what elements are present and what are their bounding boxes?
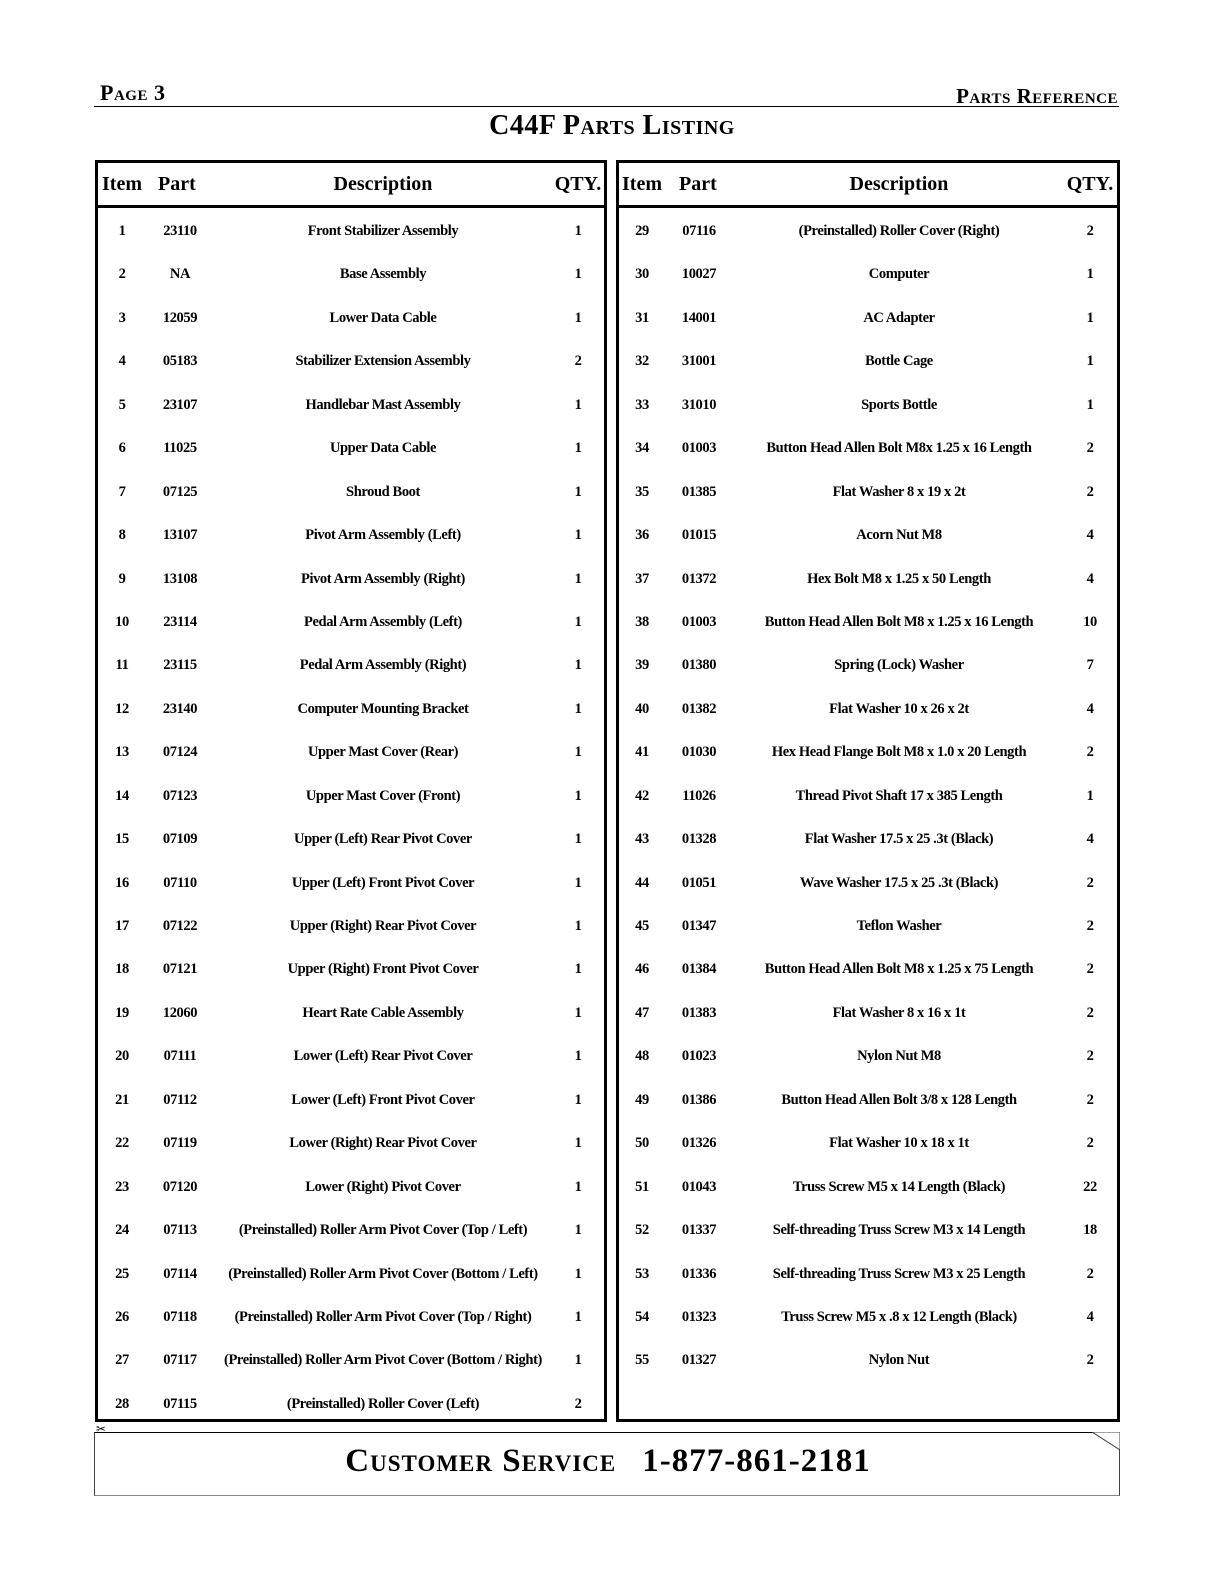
cell-item: 32 <box>635 353 649 370</box>
table-row <box>619 1208 1117 1251</box>
table-body <box>98 208 604 1425</box>
cell-description: Pivot Arm Assembly (Left) <box>305 527 461 544</box>
cell-qty: 1 <box>574 1091 582 1108</box>
cell-part: 07110 <box>163 874 197 891</box>
cell-part: 07116 <box>682 223 716 239</box>
cell-part: 23110 <box>163 223 197 239</box>
cell-description: Lower (Left) Front Pivot Cover <box>291 1091 475 1108</box>
cell-qty: 1 <box>574 700 582 717</box>
cell-description: Upper Mast Cover (Rear) <box>307 744 459 761</box>
cell-qty: 1 <box>574 613 582 630</box>
cell-part: 31001 <box>681 353 717 370</box>
table-row <box>98 1121 604 1164</box>
cell-qty: 1 <box>574 570 582 587</box>
table-row <box>619 904 1117 947</box>
cell-qty: 2 <box>1086 744 1094 761</box>
cell-qty: 1 <box>574 874 582 891</box>
cell-item: 1 <box>118 223 126 239</box>
cell-qty: 1 <box>574 483 582 500</box>
cell-qty: 1 <box>574 440 582 457</box>
table-row <box>619 643 1117 686</box>
cell-item: 46 <box>635 961 649 978</box>
cell-part: 23114 <box>163 613 197 630</box>
cell-part: 01003 <box>681 440 717 457</box>
cell-qty: 1 <box>574 1135 582 1152</box>
cell-description: (Preinstalled) Roller Cover (Left) <box>286 1395 480 1412</box>
cell-qty: 2 <box>1086 1091 1094 1108</box>
table-row <box>98 861 604 904</box>
cell-description: Pivot Arm Assembly (Right) <box>301 570 465 587</box>
cell-item: 55 <box>635 1352 649 1369</box>
cell-qty: 1 <box>1086 353 1094 370</box>
page-title: C44F Parts Listing <box>489 110 735 141</box>
cell-description: Button Head Allen Bolt 3/8 x 128 Length <box>781 1091 1017 1108</box>
table-row <box>619 947 1117 990</box>
cell-qty: 1 <box>1086 396 1094 413</box>
table-row <box>619 296 1117 339</box>
cell-item: 40 <box>635 700 649 717</box>
cell-item: 4 <box>118 353 126 370</box>
cell-qty: 1 <box>574 527 582 544</box>
cell-description: (Preinstalled) Roller Arm Pivot Cover (Bottom / Right) <box>224 1352 542 1369</box>
table-row <box>619 1034 1117 1077</box>
cell-part: 01003 <box>681 613 717 630</box>
cell-qty: 1 <box>574 657 582 674</box>
cell-item: 33 <box>635 396 649 413</box>
cell-part: 01326 <box>681 1135 717 1152</box>
cell-item: 6 <box>118 440 126 457</box>
table-row <box>98 252 604 295</box>
cell-item: 43 <box>635 831 649 848</box>
cell-item: 13 <box>115 744 129 761</box>
table-row <box>98 1295 604 1338</box>
table-row <box>98 904 604 947</box>
column-header-part: Part <box>679 173 717 195</box>
cell-description: Lower Data Cable <box>329 309 437 326</box>
table-row <box>98 1382 604 1425</box>
table-header <box>619 163 1117 208</box>
table-row <box>98 513 604 556</box>
table-row <box>619 1121 1117 1164</box>
cell-part: 01372 <box>681 570 717 587</box>
table-row <box>619 687 1117 730</box>
cell-part: 01323 <box>681 1308 717 1325</box>
cell-item: 53 <box>635 1265 649 1282</box>
cell-item: 42 <box>635 787 649 804</box>
cell-description: Flat Washer 8 x 16 x 1t <box>832 1004 966 1021</box>
cell-part: 12059 <box>162 309 198 326</box>
table-row <box>98 1252 604 1295</box>
cell-description: Upper Mast Cover (Front) <box>305 787 461 804</box>
cell-qty: 2 <box>1086 223 1094 239</box>
customer-service-label: Customer Service <box>345 1443 617 1479</box>
cell-description: Self-threading Truss Screw M3 x 14 Length <box>772 1222 1026 1239</box>
cell-item: 48 <box>635 1048 649 1065</box>
cell-part: 01043 <box>681 1178 717 1195</box>
cell-part: 05183 <box>162 353 198 370</box>
cell-qty: 1 <box>574 918 582 934</box>
cell-qty: 2 <box>574 353 582 370</box>
cell-item: 52 <box>635 1222 649 1239</box>
cell-qty: 1 <box>574 1178 582 1195</box>
cell-description: Button Head Allen Bolt M8 x 1.25 x 16 Length <box>764 613 1034 630</box>
column-header-qty: QTY. <box>1066 173 1114 195</box>
parts-table-right <box>616 160 1120 1422</box>
cell-part: 11026 <box>682 787 716 804</box>
cell-item: 9 <box>118 570 126 587</box>
column-header-description: Description <box>333 173 433 195</box>
cell-part: 07125 <box>162 483 198 500</box>
cell-part: 07114 <box>163 1265 197 1282</box>
cell-qty: 10 <box>1083 613 1097 630</box>
table-row <box>619 1165 1117 1208</box>
cell-item: 37 <box>635 570 649 587</box>
cell-part: NA <box>169 266 191 283</box>
table-row <box>619 1295 1117 1338</box>
table-row <box>98 1165 604 1208</box>
cell-item: 38 <box>635 613 649 630</box>
cell-qty: 1 <box>574 961 582 978</box>
cell-qty: 1 <box>574 1222 582 1239</box>
table-row <box>619 252 1117 295</box>
cell-description: Shroud Boot <box>346 483 420 500</box>
cell-qty: 4 <box>1086 527 1094 544</box>
table-row <box>98 947 604 990</box>
cell-item: 12 <box>115 700 129 717</box>
table-row <box>619 513 1117 556</box>
cell-item: 54 <box>635 1308 649 1325</box>
table-row <box>619 774 1117 817</box>
cell-qty: 1 <box>574 787 582 804</box>
cell-description: Truss Screw M5 x 14 Length (Black) <box>792 1178 1006 1195</box>
cell-part: 07113 <box>163 1222 197 1239</box>
cell-description: Hex Head Flange Bolt M8 x 1.0 x 20 Length <box>771 744 1027 761</box>
header-rule <box>94 106 1119 107</box>
cell-item: 10 <box>115 613 129 630</box>
cell-qty: 1 <box>574 309 582 326</box>
cell-item: 47 <box>635 1004 649 1021</box>
cell-part: 01327 <box>681 1352 717 1369</box>
cell-item: 22 <box>115 1135 129 1152</box>
table-row <box>98 643 604 686</box>
cell-part: 13108 <box>162 570 198 587</box>
cell-description: Lower (Right) Pivot Cover <box>305 1178 461 1195</box>
table-row <box>98 1034 604 1077</box>
column-header-description: Description <box>849 173 949 195</box>
cell-part: 14001 <box>681 309 717 326</box>
cell-description: Upper Data Cable <box>329 440 437 457</box>
cell-item: 11 <box>115 657 129 674</box>
cell-item: 17 <box>115 918 129 934</box>
cell-item: 16 <box>115 874 129 891</box>
cell-qty: 1 <box>1086 266 1094 283</box>
cell-part: 07122 <box>162 918 198 934</box>
cell-description: Base Assembly <box>339 266 427 283</box>
table-row <box>98 817 604 860</box>
cell-qty: 4 <box>1086 831 1094 848</box>
cell-description: (Preinstalled) Roller Cover (Right) <box>798 223 1000 239</box>
cell-item: 44 <box>635 874 649 891</box>
cell-description: Sports Bottle <box>861 396 937 413</box>
cell-qty: 2 <box>1086 483 1094 500</box>
cell-item: 50 <box>635 1135 649 1152</box>
cell-qty: 18 <box>1083 1222 1097 1239</box>
cell-description: Heart Rate Cable Assembly <box>302 1004 464 1021</box>
cell-description: Teflon Washer <box>856 918 942 934</box>
cell-item: 29 <box>635 223 649 239</box>
cell-part: 23140 <box>162 700 198 717</box>
table-row <box>98 774 604 817</box>
table-row <box>98 687 604 730</box>
cell-qty: 1 <box>574 831 582 848</box>
cell-part: 23115 <box>163 657 197 674</box>
cell-description: Stabilizer Extension Assembly <box>295 353 471 370</box>
cell-item: 30 <box>635 266 649 283</box>
cell-qty: 4 <box>1086 700 1094 717</box>
cell-description: Self-threading Truss Screw M3 x 25 Length <box>772 1265 1026 1282</box>
cell-qty: 2 <box>574 1395 582 1412</box>
cell-part: 23107 <box>162 396 198 413</box>
cell-part: 07124 <box>162 744 198 761</box>
parts-table-left <box>95 160 607 1422</box>
table-row <box>619 730 1117 773</box>
cell-item: 35 <box>635 483 649 500</box>
cell-description: Nylon Nut <box>868 1352 930 1369</box>
cell-part: 01328 <box>681 831 717 848</box>
cell-qty: 1 <box>574 1004 582 1021</box>
cell-description: Button Head Allen Bolt M8x 1.25 x 16 Length <box>766 440 1032 457</box>
column-header-qty: QTY. <box>554 173 602 195</box>
cell-description: Button Head Allen Bolt M8 x 1.25 x 75 Length <box>764 961 1034 978</box>
cell-description: Lower (Left) Rear Pivot Cover <box>293 1048 473 1065</box>
cell-item: 26 <box>115 1308 129 1325</box>
cell-qty: 2 <box>1086 1135 1094 1152</box>
table-row <box>619 861 1117 904</box>
cell-item: 36 <box>635 527 649 544</box>
cell-part: 01384 <box>681 961 717 978</box>
cell-qty: 7 <box>1086 657 1094 674</box>
cell-part: 01023 <box>681 1048 717 1065</box>
cell-qty: 2 <box>1086 1004 1094 1021</box>
cell-part: 01347 <box>681 918 717 934</box>
table-row <box>98 600 604 643</box>
cell-description: Upper (Left) Front Pivot Cover <box>291 874 475 891</box>
cell-item: 24 <box>115 1222 129 1239</box>
cell-description: Handlebar Mast Assembly <box>305 396 461 413</box>
cell-part: 13107 <box>162 527 198 544</box>
cell-item: 5 <box>118 396 126 413</box>
table-row <box>619 991 1117 1034</box>
cell-qty: 2 <box>1086 440 1094 457</box>
cell-item: 31 <box>635 309 649 326</box>
table-row <box>619 600 1117 643</box>
cell-description: Wave Washer 17.5 x 25 .3t (Black) <box>799 874 999 891</box>
cell-qty: 1 <box>1086 787 1094 804</box>
cell-part: 07109 <box>162 831 198 848</box>
cell-part: 07118 <box>163 1308 197 1325</box>
cell-description: Thread Pivot Shaft 17 x 385 Length <box>795 787 1003 804</box>
cell-description: Upper (Right) Rear Pivot Cover <box>289 918 477 934</box>
cell-item: 45 <box>635 918 649 934</box>
cell-item: 19 <box>115 1004 129 1021</box>
table-row <box>619 339 1117 382</box>
cell-part: 07123 <box>162 787 198 804</box>
cell-part: 07119 <box>163 1135 197 1152</box>
cell-item: 7 <box>118 483 126 500</box>
cell-description: Lower (Right) Rear Pivot Cover <box>289 1135 477 1152</box>
table-row <box>619 557 1117 600</box>
cell-qty: 1 <box>574 744 582 761</box>
cell-qty: 1 <box>574 223 582 239</box>
table-row <box>619 209 1117 252</box>
table-row <box>98 426 604 469</box>
table-row <box>98 296 604 339</box>
table-row <box>619 1338 1117 1381</box>
cell-part: 07111 <box>163 1048 197 1065</box>
cell-qty: 1 <box>574 1048 582 1065</box>
cell-qty: 2 <box>1086 1265 1094 1282</box>
column-header-item: Item <box>102 173 142 195</box>
cell-item: 20 <box>115 1048 129 1065</box>
cell-part: 31010 <box>681 396 717 413</box>
cell-description: Flat Washer 10 x 26 x 2t <box>829 700 969 717</box>
table-row <box>98 209 604 252</box>
cell-description: Acorn Nut M8 <box>856 527 942 544</box>
customer-service-phone: 1-877-861-2181 <box>642 1443 871 1479</box>
cell-item: 49 <box>635 1091 649 1108</box>
cell-qty: 2 <box>1086 961 1094 978</box>
cell-part: 07117 <box>163 1352 197 1369</box>
cell-qty: 1 <box>1086 309 1094 326</box>
table-row <box>98 383 604 426</box>
cell-part: 01386 <box>681 1091 717 1108</box>
table-row <box>98 339 604 382</box>
table-row <box>619 1078 1117 1121</box>
cell-item: 27 <box>115 1352 129 1369</box>
cell-item: 51 <box>635 1178 649 1195</box>
cell-description: Flat Washer 8 x 19 x 2t <box>832 483 966 500</box>
cell-part: 12060 <box>162 1004 198 1021</box>
cell-description: Pedal Arm Assembly (Right) <box>299 657 467 674</box>
page-number: Page 3 <box>100 80 166 105</box>
cell-description: (Preinstalled) Roller Arm Pivot Cover (Top / Left) <box>238 1222 528 1239</box>
cell-qty: 2 <box>1086 1352 1094 1369</box>
cell-description: Spring (Lock) Washer <box>834 657 964 674</box>
cell-part: 01337 <box>681 1222 717 1239</box>
cell-qty: 2 <box>1086 918 1094 934</box>
cell-description: Upper (Right) Front Pivot Cover <box>287 961 479 978</box>
cell-description: Upper (Left) Rear Pivot Cover <box>294 831 472 848</box>
customer-service-banner <box>94 1432 1120 1496</box>
cell-description: Computer Mounting Bracket <box>297 700 469 717</box>
cell-item: 2 <box>118 266 126 283</box>
scissors-icon: ✂ <box>96 1422 107 1436</box>
cell-description: Computer <box>868 266 930 283</box>
cell-qty: 1 <box>574 396 582 413</box>
table-row <box>98 991 604 1034</box>
cell-description: Pedal Arm Assembly (Left) <box>304 613 462 630</box>
table-row <box>619 1252 1117 1295</box>
cell-qty: 1 <box>574 266 582 283</box>
cell-item: 34 <box>635 440 649 457</box>
section-title: Parts Reference <box>956 84 1118 108</box>
column-header-item: Item <box>622 173 662 195</box>
cell-description: (Preinstalled) Roller Arm Pivot Cover (Bottom / Left) <box>228 1265 538 1282</box>
table-row <box>619 383 1117 426</box>
cell-item: 41 <box>635 744 649 761</box>
cell-qty: 4 <box>1086 570 1094 587</box>
cell-description: Flat Washer 10 x 18 x 1t <box>829 1135 969 1152</box>
cell-part: 10027 <box>681 266 717 283</box>
cell-description: Bottle Cage <box>865 353 933 370</box>
cell-part: 01051 <box>681 874 717 891</box>
cell-part: 01385 <box>681 483 717 500</box>
cell-item: 3 <box>118 309 126 326</box>
cell-part: 11025 <box>163 440 197 457</box>
column-header-part: Part <box>158 173 196 195</box>
cell-qty: 2 <box>1086 874 1094 891</box>
cell-part: 01383 <box>681 1004 717 1021</box>
cell-qty: 22 <box>1083 1178 1097 1195</box>
cell-part: 07112 <box>163 1091 197 1108</box>
cell-item: 25 <box>115 1265 129 1282</box>
table-row <box>98 730 604 773</box>
table-body <box>619 208 1117 1382</box>
cell-qty: 1 <box>574 1352 582 1369</box>
cell-part: 01030 <box>681 744 717 761</box>
cell-item: 39 <box>635 657 649 674</box>
cell-description: Flat Washer 17.5 x 25 .3t (Black) <box>804 831 994 848</box>
cell-part: 01380 <box>681 657 717 674</box>
cell-item: 8 <box>118 527 126 544</box>
cell-part: 07115 <box>163 1395 197 1412</box>
table-row <box>619 470 1117 513</box>
cell-part: 07120 <box>162 1178 198 1195</box>
table-row <box>98 470 604 513</box>
customer-service-text <box>95 1443 1121 1480</box>
cell-item: 23 <box>115 1178 129 1195</box>
table-header <box>98 163 604 208</box>
table-row <box>98 1338 604 1381</box>
cell-qty: 1 <box>574 1265 582 1282</box>
cell-description: Hex Bolt M8 x 1.25 x 50 Length <box>807 570 991 587</box>
cell-description: Front Stabilizer Assembly <box>307 223 459 239</box>
cell-qty: 1 <box>574 1308 582 1325</box>
cell-item: 15 <box>115 831 129 848</box>
cell-description: Nylon Nut M8 <box>857 1048 941 1065</box>
cell-description: (Preinstalled) Roller Arm Pivot Cover (Top / Right) <box>234 1308 532 1325</box>
cell-item: 21 <box>115 1091 129 1108</box>
table-row <box>98 1208 604 1251</box>
cell-part: 07121 <box>162 961 198 978</box>
table-row <box>98 1078 604 1121</box>
cell-qty: 4 <box>1086 1308 1094 1325</box>
cell-part: 01382 <box>681 700 717 717</box>
cell-item: 18 <box>115 961 129 978</box>
table-row <box>619 426 1117 469</box>
cell-qty: 2 <box>1086 1048 1094 1065</box>
cell-item: 28 <box>115 1395 129 1412</box>
cell-description: Truss Screw M5 x .8 x 12 Length (Black) <box>781 1308 1017 1325</box>
table-row <box>98 557 604 600</box>
cell-item: 14 <box>115 787 129 804</box>
cell-part: 01015 <box>681 527 717 544</box>
cell-part: 01336 <box>681 1265 717 1282</box>
cell-description: AC Adapter <box>863 309 935 326</box>
table-row <box>619 817 1117 860</box>
